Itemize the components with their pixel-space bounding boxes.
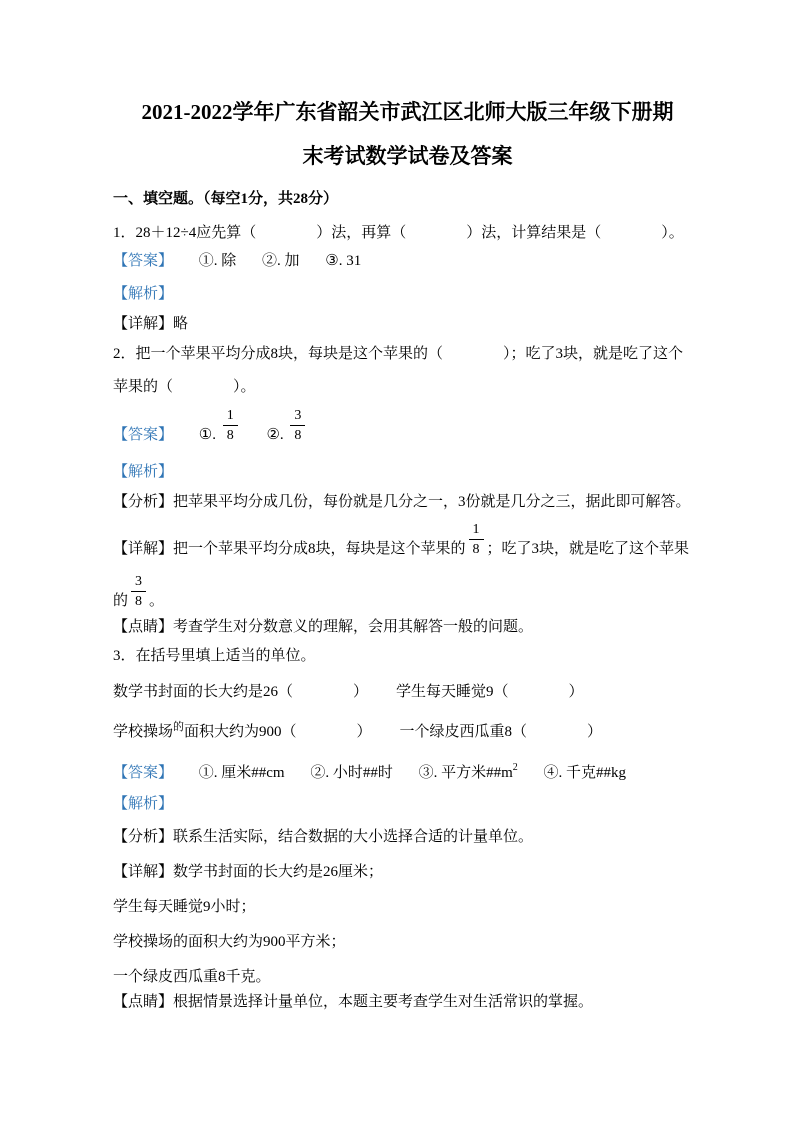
answer-label: 【答案】 — [113, 427, 174, 443]
jiexi-label: 【解析】 — [113, 464, 174, 480]
question-2-dianjing-line — [113, 616, 702, 638]
jiexi-label: 【解析】 — [113, 796, 174, 812]
answer-item-3-text: ③. 平方米##m — [418, 765, 513, 781]
document-title-line-1: 2021-2022学年广东省韶关市武江区北师大版三年级下册期 — [141, 100, 674, 124]
answer-item-2: ②. 加 — [262, 253, 300, 269]
question-2-fenxi-text: 把苹果平均分成几份，每份就是几分之一，3份就是几分之三，据此即可解答。 — [173, 494, 691, 510]
fraction-three-eighths — [290, 406, 305, 445]
jiexi-label: 【解析】 — [113, 286, 174, 302]
question-2-text-line-2: 苹果的（ ）。 — [113, 379, 256, 395]
answer-item-1: ①. 厘米##cm — [198, 765, 285, 781]
fraction-three-eighths — [131, 572, 146, 611]
question-1-detail-text: 略 — [173, 316, 189, 332]
dianjing-label: 【点睛】 — [113, 619, 174, 635]
question-3-line2-left-post: 面积大约为900（ ） — [184, 724, 372, 740]
fraction-one-eighth — [469, 520, 484, 559]
fraction-numerator: 1 — [223, 406, 238, 426]
question-3-line2-right: 一个绿皮西瓜重8（ ） — [399, 724, 603, 740]
question-2-detail-line-2 — [113, 572, 702, 612]
fraction-denominator: 8 — [294, 428, 302, 443]
fraction-denominator: 8 — [226, 428, 234, 443]
answer-item-2: ②. 小时##时 — [310, 765, 393, 781]
answer-label: 【答案】 — [113, 765, 174, 781]
question-2-detail-pre: 把一个苹果平均分成8块，每块是这个苹果的 — [173, 541, 466, 557]
question-1-detail-line — [113, 313, 702, 335]
xiangjie-label: 【详解】 — [113, 864, 174, 880]
answer-item-1-prefix: ①. — [198, 427, 216, 443]
question-3-jiexi-line — [113, 793, 702, 815]
fraction-numerator: 1 — [469, 520, 484, 540]
question-1-jiexi-line — [113, 283, 702, 305]
question-3-detail-text-1: 数学书封面的长大约是26厘米； — [173, 864, 384, 880]
question-3-line1-left: 数学书封面的长大约是26（ ） — [113, 684, 369, 700]
answer-label: 【答案】 — [113, 253, 174, 269]
section-1-heading: 一、填空题。（每空1分，共28分） — [113, 191, 339, 207]
question-3-text: 3．在括号里填上适当的单位。 — [113, 648, 316, 664]
fraction-numerator: 3 — [290, 406, 305, 426]
question-1-answer-line — [113, 250, 702, 272]
superscript-de: 的 — [173, 721, 185, 733]
superscript-2: 2 — [512, 762, 518, 773]
xiangjie-label: 【详解】 — [113, 316, 174, 332]
question-2-fenxi-line — [113, 491, 702, 513]
question-3-detail-line-3: 学校操场的面积大约为900平方米； — [113, 934, 346, 950]
question-3-detail-line-1 — [113, 861, 702, 883]
fraction-denominator: 8 — [472, 542, 480, 557]
answer-item-1: ①. 除 — [198, 253, 237, 269]
fraction-one-eighth — [223, 406, 238, 445]
question-2-detail-line-1 — [113, 520, 702, 560]
fraction-denominator: 8 — [135, 594, 143, 609]
fenxi-label: 【分析】 — [113, 494, 174, 510]
question-3-dianjing-text: 根据情景选择计量单位，本题主要考查学生对生活常识的掌握。 — [173, 994, 594, 1010]
question-2-answer-line — [113, 406, 702, 446]
fenxi-label: 【分析】 — [113, 829, 174, 845]
question-3-detail-line-4: 一个绿皮西瓜重8千克。 — [113, 969, 271, 985]
document-title-line-2: 末考试数学试卷及答案 — [302, 144, 513, 168]
question-3-answer-line — [113, 757, 702, 784]
question-3-fenxi-text: 联系生活实际，结合数据的大小选择合适的计量单位。 — [173, 829, 534, 845]
question-1-text: 1．28＋12÷4应先算（ ）法，再算（ ）法，计算结果是（ ）。 — [113, 225, 684, 241]
answer-item-3 — [419, 757, 518, 784]
question-2-detail2-pre: 的 — [113, 593, 129, 609]
question-3-dianjing-line — [113, 991, 702, 1013]
answer-item-3: ③. 31 — [325, 253, 362, 269]
question-2-detail-mid: ；吃了3块，就是吃了这个苹果 — [486, 541, 690, 557]
question-3-fenxi-line — [113, 826, 702, 848]
dianjing-label: 【点睛】 — [113, 994, 174, 1010]
question-2-text-line-1: 2．把一个苹果平均分成8块，每块是这个苹果的（ ）；吃了3块，就是吃了这个 — [113, 346, 684, 362]
fraction-numerator: 3 — [131, 572, 146, 592]
answer-item-4: ④. 千克##kg — [543, 765, 627, 781]
question-2-jiexi-line — [113, 461, 702, 483]
xiangjie-label: 【详解】 — [113, 541, 174, 557]
question-2-detail2-post: 。 — [149, 593, 165, 609]
question-2-dianjing-text: 考查学生对分数意义的理解，会用其解答一般的问题。 — [173, 619, 534, 635]
question-3-line2-left-pre: 学校操场 — [113, 724, 174, 740]
question-3-line1-right: 学生每天睡觉9（ ） — [396, 684, 584, 700]
question-3-blanks-line-1 — [113, 681, 702, 703]
question-3-detail-line-2: 学生每天睡觉9小时； — [113, 899, 256, 915]
question-3-blanks-line-2 — [113, 716, 702, 743]
answer-item-2-prefix: ②. — [266, 427, 284, 443]
